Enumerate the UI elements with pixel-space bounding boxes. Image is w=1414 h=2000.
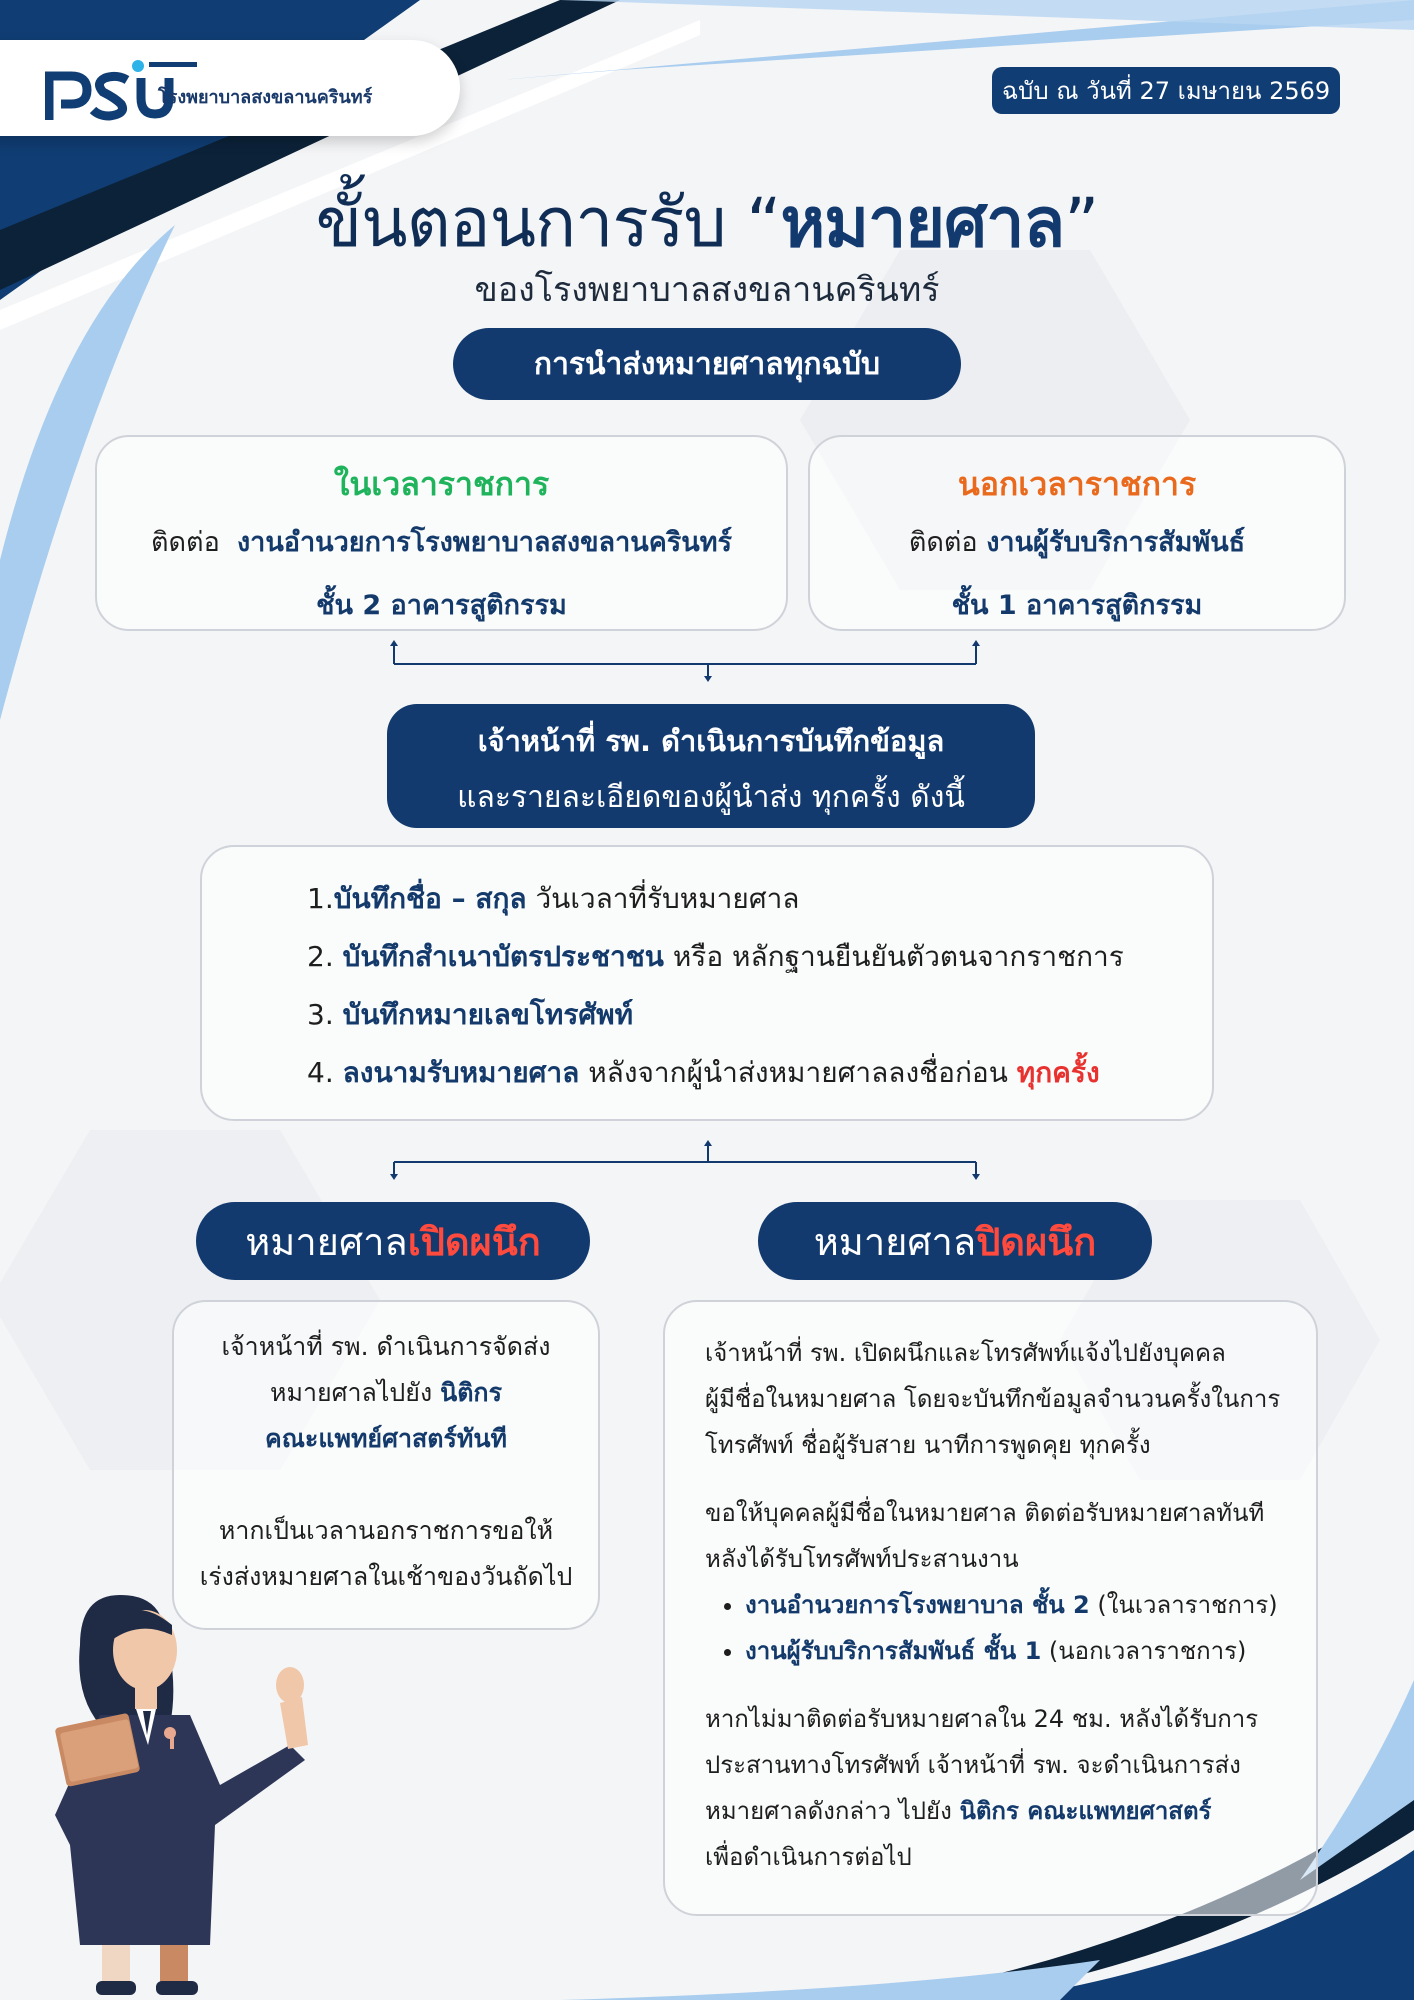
closed-text: ผู้มีชื่อในหมายศาล โดยจะบันทึกข้อมูลจำนวนครั้งในการ — [705, 1385, 1281, 1413]
bullet-item: • งานผู้รับบริการสัมพันธ์ ชั้น 1 (นอกเวลาราชการ) — [745, 1628, 1316, 1674]
office-hours-location: ชั้น 2 อาคารสูติกรรม — [316, 590, 567, 621]
closed-text: หากไม่มาติดต่อรับหมายศาลใน 24 ชม. หลังได้รับการ — [705, 1705, 1259, 1733]
record-steps-box — [200, 845, 1214, 1121]
closed-text: ประสานทางโทรศัพท์ เจ้าหน้าที่ รพ. จะดำเนินการส่ง — [705, 1751, 1241, 1779]
step-item: 2. บันทึกสำเนาบัตรประชาชน หรือ หลักฐานยืนยันตัวตนจากราชการ — [307, 940, 1124, 973]
step-item: 3. บันทึกหมายเลขโทรศัพท์ — [307, 998, 634, 1031]
bullet-item: • งานอำนวยการโรงพยาบาล ชั้น 2 (ในเวลาราชการ) — [745, 1582, 1316, 1628]
page-subtitle: ของโรงพยาบาลสงขลานครินทร์ — [474, 270, 940, 310]
open-text: หมายศาลไปยัง นิติกร — [269, 1378, 502, 1407]
open-warrant-box — [172, 1300, 600, 1630]
issue-date-badge: ฉบับ ณ วันที่ 27 เมษายน 2569 — [992, 67, 1340, 114]
connector-arrows-bottom — [380, 1138, 1000, 1188]
logo-text: โรงพยาบาลสงขลานครินทร์ — [158, 87, 373, 108]
page-title: ขั้นตอนการรับ “หมายศาล” — [315, 184, 1099, 263]
closed-text: เพื่อดำเนินการต่อไป — [705, 1843, 912, 1871]
record-steps-list — [307, 877, 1212, 1109]
office-hours-heading: ในเวลาราชการ — [333, 465, 550, 503]
open-text: เร่งส่งหมายศาลในเช้าของวันถัดไป — [199, 1562, 573, 1591]
lawyer-illustration-icon — [40, 1585, 320, 2000]
after-hours-heading: นอกเวลาราชการ — [957, 465, 1197, 503]
open-warrant-pill: หมายศาล เปิดผนึก — [196, 1202, 590, 1280]
open-text: หากเป็นเวลานอกราชการขอให้ — [218, 1516, 554, 1545]
staff-line-2: และรายละเอียดของผู้นำส่ง ทุกครั้ง ดังนี้ — [457, 780, 965, 815]
closed-warrant-box — [663, 1300, 1318, 1916]
office-hours-contact: ติดต่อ งานอำนวยการโรงพยาบาลสงขลานครินทร์ — [150, 527, 733, 558]
connector-arrows-top — [380, 638, 1000, 688]
after-hours-contact: ติดต่อ งานผู้รับบริการสัมพันธ์ — [908, 527, 1246, 558]
closed-text: หมายศาลดังกล่าว ไปยัง นิติกร คณะแพทยศาสตร์ — [705, 1797, 1212, 1825]
staff-record-pill — [387, 704, 1035, 828]
closed-text: โทรศัพท์ ชื่อผู้รับสาย นาทีการพูดคุย ทุกครั้ง — [705, 1431, 1151, 1459]
after-hours-box — [808, 435, 1346, 631]
step-item: 1.บันทึกชื่อ – สกุล วันเวลาที่รับหมายศาล — [307, 882, 800, 915]
closed-warrant-pill: หมายศาล ปิดผนึก — [758, 1202, 1152, 1280]
hospital-logo-card — [0, 40, 460, 136]
closed-text: ขอให้บุคคลผู้มีชื่อในหมายศาล ติดต่อรับหมายศาลทันที — [705, 1499, 1265, 1527]
closed-text: หลังได้รับโทรศัพท์ประสานงาน — [705, 1545, 1019, 1573]
contact-bullets — [745, 1582, 1316, 1674]
open-text: คณะแพทย์ศาสตร์ทันที — [265, 1424, 507, 1453]
open-text: เจ้าหน้าที่ รพ. ดำเนินการจัดส่ง — [221, 1332, 551, 1361]
staff-line-1: เจ้าหน้าที่ รพ. ดำเนินการบันทึกข้อมูล — [477, 724, 945, 758]
office-hours-box — [95, 435, 788, 631]
step-item: 4. ลงนามรับหมายศาล หลังจากผู้นำส่งหมายศาลลงชื่อก่อน ทุกครั้ง — [307, 1056, 1100, 1089]
after-hours-location: ชั้น 1 อาคารสูติกรรม — [951, 590, 1203, 621]
section-pill: การนำส่งหมายศาลทุกฉบับ — [453, 328, 961, 400]
closed-text: เจ้าหน้าที่ รพ. เปิดผนึกและโทรศัพท์แจ้งไปยังบุคคล — [705, 1339, 1226, 1367]
